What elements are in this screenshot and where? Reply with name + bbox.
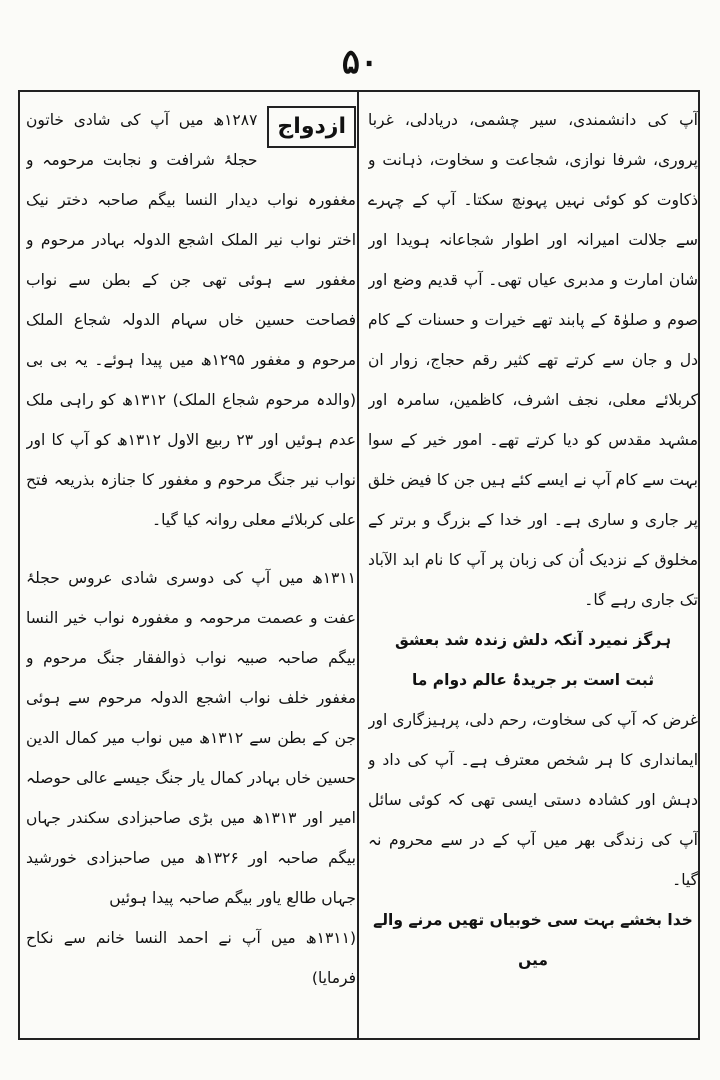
couplet-line-2: ثبت است بر جریدۂ عالم دوام ما xyxy=(411,671,655,689)
left-column-paragraph-1: ۱۲۸۷ھ میں آپ کی شادی خاتون حجلۂ شرافت و نجابت مرحومہ و مغفورہ نواب دیدار النسا بیگم صاحبہ دختر نیک اختر نواب نیر الملک اشجع الدولہ بہادر مرحوم و مغفور سے ہوئی تھی جن کے بطن سے نواب فصاحت حسین خاں سہام الدولہ شجاع الملک مرحوم و مغفور ۱۲۹۵ھ میں پیدا ہوئے۔ یہ بی بی (والدہ مرحوم شجاع الملک) ۱۳۱۲ھ کو راہی ملک عدم ہوئیں اور ۲۳ ربیع الاول ۱۳۱۲ھ کو آپ کا اور نواب نیر جنگ مرحوم و مغفور کا جنازہ بذریعہ فتح علی کربلائے معلی روانہ کیا گیا۔ xyxy=(26,111,356,529)
left-column-paragraph-3: (۱۳۱۱ھ میں آپ نے احمد النسا خانم سے نکاح فرمایا) xyxy=(26,929,356,987)
couplet-line-1: ہرگز نمیرد آنکہ دلش زندہ شد بعشق xyxy=(394,631,672,649)
paragraph-gap xyxy=(26,540,356,558)
right-column-paragraph-1: آپ کی دانشمندی، سیر چشمی، دریادلی، غربا پروری، شرفا نوازی، شجاعت و سخاوت، ذہانت و ذکاوت کو کوئی نہیں پہونچ سکتا۔ آپ کے چہرے سے جلالت امیرانہ اور اطوار شجاعانہ ہویدا اور شان امارت و مدبری عیاں تھی۔ آپ قدیم وضع اور صوم و صلوٰۃ کے پابند تھے خیرات و حسنات کے کام دل و جان سے کرتے تھے کثیر رقم حجاج، زوار ان کربلائے معلی، نجف اشرف، کاظمین، سامرہ اور مشہد مقدس کو دیا کرتے تھے۔ امور خیر کے سوا بہت سے کام آپ نے ایسے کئے ہیں جن کا فیض خلق پر جاری و ساری ہے۔ اور خدا کے بزرگ و برتر کے مخلوق کے نزدیک اُن کی زبان پر آپ کا نام ابد الآباد تک جاری رہے گا۔ xyxy=(368,111,698,609)
right-column xyxy=(368,100,698,1030)
left-column-paragraph-2: ۱۳۱۱ھ میں آپ کی دوسری شادی عروس حجلۂ عفت و عصمت مرحومہ و مغفورہ نواب خیر النسا بیگم صاحبہ صبیہ نواب ذوالفقار جنگ مرحوم و مغفور خلف نواب اشجع الدولہ مرحوم سے ہوئی جن کے بطن سے ۱۳۱۲ھ میں نواب میر کمال الدین حسین خاں بہادر کمال یار جنگ جیسے عالی حوصلہ امیر اور ۱۳۱۳ھ میں بڑی صاحبزادی سکندر جہاں بیگم صاحبہ اور ۱۳۲۶ھ میں صاحبزادی خورشید جہاں طالع یاور بیگم صاحبہ پیدا ہوئیں xyxy=(26,569,356,907)
column-divider xyxy=(357,90,359,1040)
section-heading-marriage: ازدواج xyxy=(267,106,356,148)
right-column-paragraph-2: غرض کہ آپ کی سخاوت، رحم دلی، پرہیزگاری اور ایمانداری کا ہر شخص معترف ہے۔ آپ کی داد و دہش اور کشادہ دستی ایسی تھی کہ کوئی سائل آپ کی زندگی بھر میں آپ کے در سے محروم نہ گیا۔ xyxy=(368,711,698,889)
left-column xyxy=(26,100,356,1030)
persian-couplet xyxy=(368,620,698,700)
page-number: ۵۰ xyxy=(341,42,379,82)
closing-verse: خدا بخشے بہت سی خوبیاں تھیں مرنے والے میں xyxy=(373,911,693,969)
